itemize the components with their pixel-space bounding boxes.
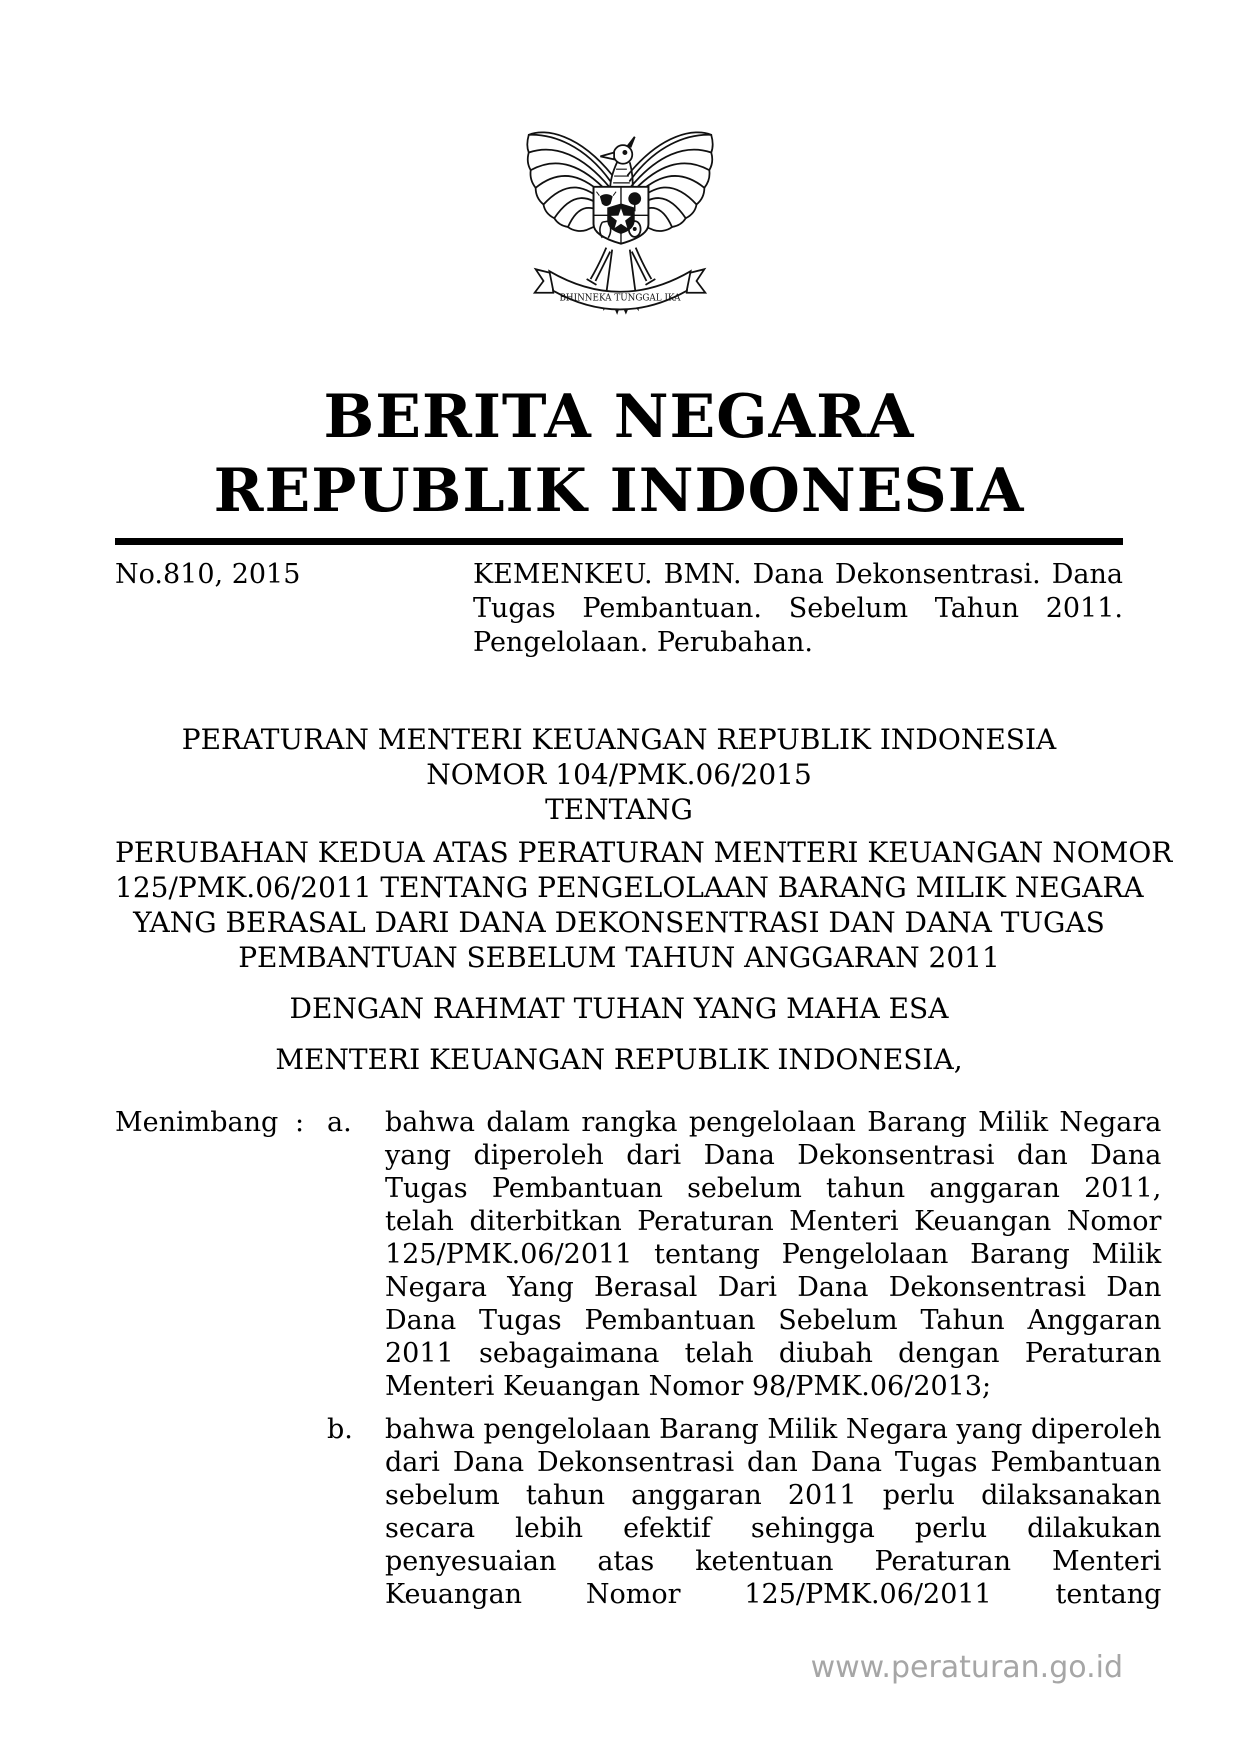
text-line: Pengelolaan. Perubahan.	[473, 627, 813, 658]
invocation-line: DENGAN RAHMAT TUHAN YANG MAHA ESA	[289, 992, 949, 1025]
text-line: secara lebih efektif sehingga perlu dilakukan	[385, 1513, 1162, 1544]
text-line: KEMENKEU. BMN. Dana Dekonsentrasi. Dana	[473, 559, 1123, 590]
text-line: Menteri Keuangan Nomor 98/PMK.06/2013;	[385, 1371, 992, 1402]
considerations-colon: :	[295, 1107, 305, 1138]
text-line: PEMBANTUAN SEBELUM TAHUN ANGGARAN 2011	[238, 941, 1000, 974]
text-line: telah diterbitkan Peraturan Menteri Keuangan Nomor	[385, 1206, 1162, 1237]
text-line: BERITA NEGARA	[323, 382, 915, 452]
considerations-label: Menimbang	[115, 1107, 279, 1138]
text-line: dari Dana Dekonsentrasi dan Dana Tugas Pembantuan	[385, 1447, 1162, 1478]
text-line: NOMOR 104/PMK.06/2015	[426, 758, 812, 791]
item-text	[385, 1106, 1161, 1403]
consideration-item-a	[327, 1106, 1161, 1403]
footer-watermark: www.peraturan.go.id	[810, 1650, 1123, 1685]
text-line: Keuangan Nomor 125/PMK.06/2011 tentang	[385, 1579, 1162, 1610]
item-marker: a.	[327, 1107, 352, 1138]
text-line: Dana Tugas Pembantuan Sebelum Tahun Anggaran	[385, 1305, 1162, 1336]
text-line: bahwa pengelolaan Barang Milik Negara yang diperoleh	[385, 1414, 1162, 1445]
text-line: REPUBLIK INDONESIA	[213, 456, 1025, 526]
text-line: YANG BERASAL DARI DANA DEKONSENTRASI DAN DANA TUGAS	[133, 906, 1105, 939]
subject-abstract	[473, 558, 1123, 660]
text-line: Negara Yang Berasal Dari Dana Dekonsentrasi Dan	[385, 1272, 1162, 1303]
page-content	[0, 380, 1240, 1611]
text-line: Tugas Pembantuan sebelum tahun anggaran 2011,	[385, 1173, 1162, 1204]
issue-meta	[115, 558, 1123, 660]
authority-line: MENTERI KEUANGAN REPUBLIK INDONESIA,	[275, 1043, 963, 1076]
text-line: 2011 sebagaimana telah diubah dengan Peraturan	[385, 1338, 1162, 1369]
text-line: PERUBAHAN KEDUA ATAS PERATURAN MENTERI KEUANGAN NOMOR	[115, 836, 1173, 869]
regulation-heading	[115, 722, 1173, 1077]
item-marker: b.	[327, 1414, 353, 1445]
considerations-section	[115, 1106, 1162, 1611]
regulation-title	[115, 722, 1123, 827]
text-line: TENTANG	[545, 793, 693, 826]
text-line: penyesuaian atas ketentuan Peraturan Menteri	[385, 1546, 1162, 1577]
issue-number: No.810, 2015	[115, 559, 301, 590]
emblem-motto: BHINNEKA TUNGGAL IKA	[559, 293, 681, 304]
text-line: 125/PMK.06/2011 tentang Pengelolaan Barang Milik	[385, 1239, 1162, 1270]
text-line: yang diperoleh dari Dana Dekonsentrasi dan Dana	[385, 1140, 1162, 1171]
text-line: bahwa dalam rangka pengelolaan Barang Milik Negara	[385, 1107, 1162, 1138]
masthead-divider	[115, 538, 1123, 545]
regulation-subject	[115, 835, 1173, 975]
masthead-title	[115, 380, 1123, 528]
item-text	[385, 1413, 1161, 1611]
garuda-pancasila-emblem	[520, 126, 720, 332]
consideration-item-b	[327, 1413, 1161, 1611]
text-line: PERATURAN MENTERI KEUANGAN REPUBLIK INDONESIA	[181, 723, 1057, 756]
text-line: 125/PMK.06/2011 TENTANG PENGELOLAAN BARANG MILIK NEGARA	[115, 871, 1144, 904]
considerations-list	[327, 1106, 1161, 1611]
text-line: sebelum tahun anggaran 2011 perlu dilaksanakan	[385, 1480, 1162, 1511]
text-line: Tugas Pembantuan. Sebelum Tahun 2011.	[473, 593, 1123, 624]
